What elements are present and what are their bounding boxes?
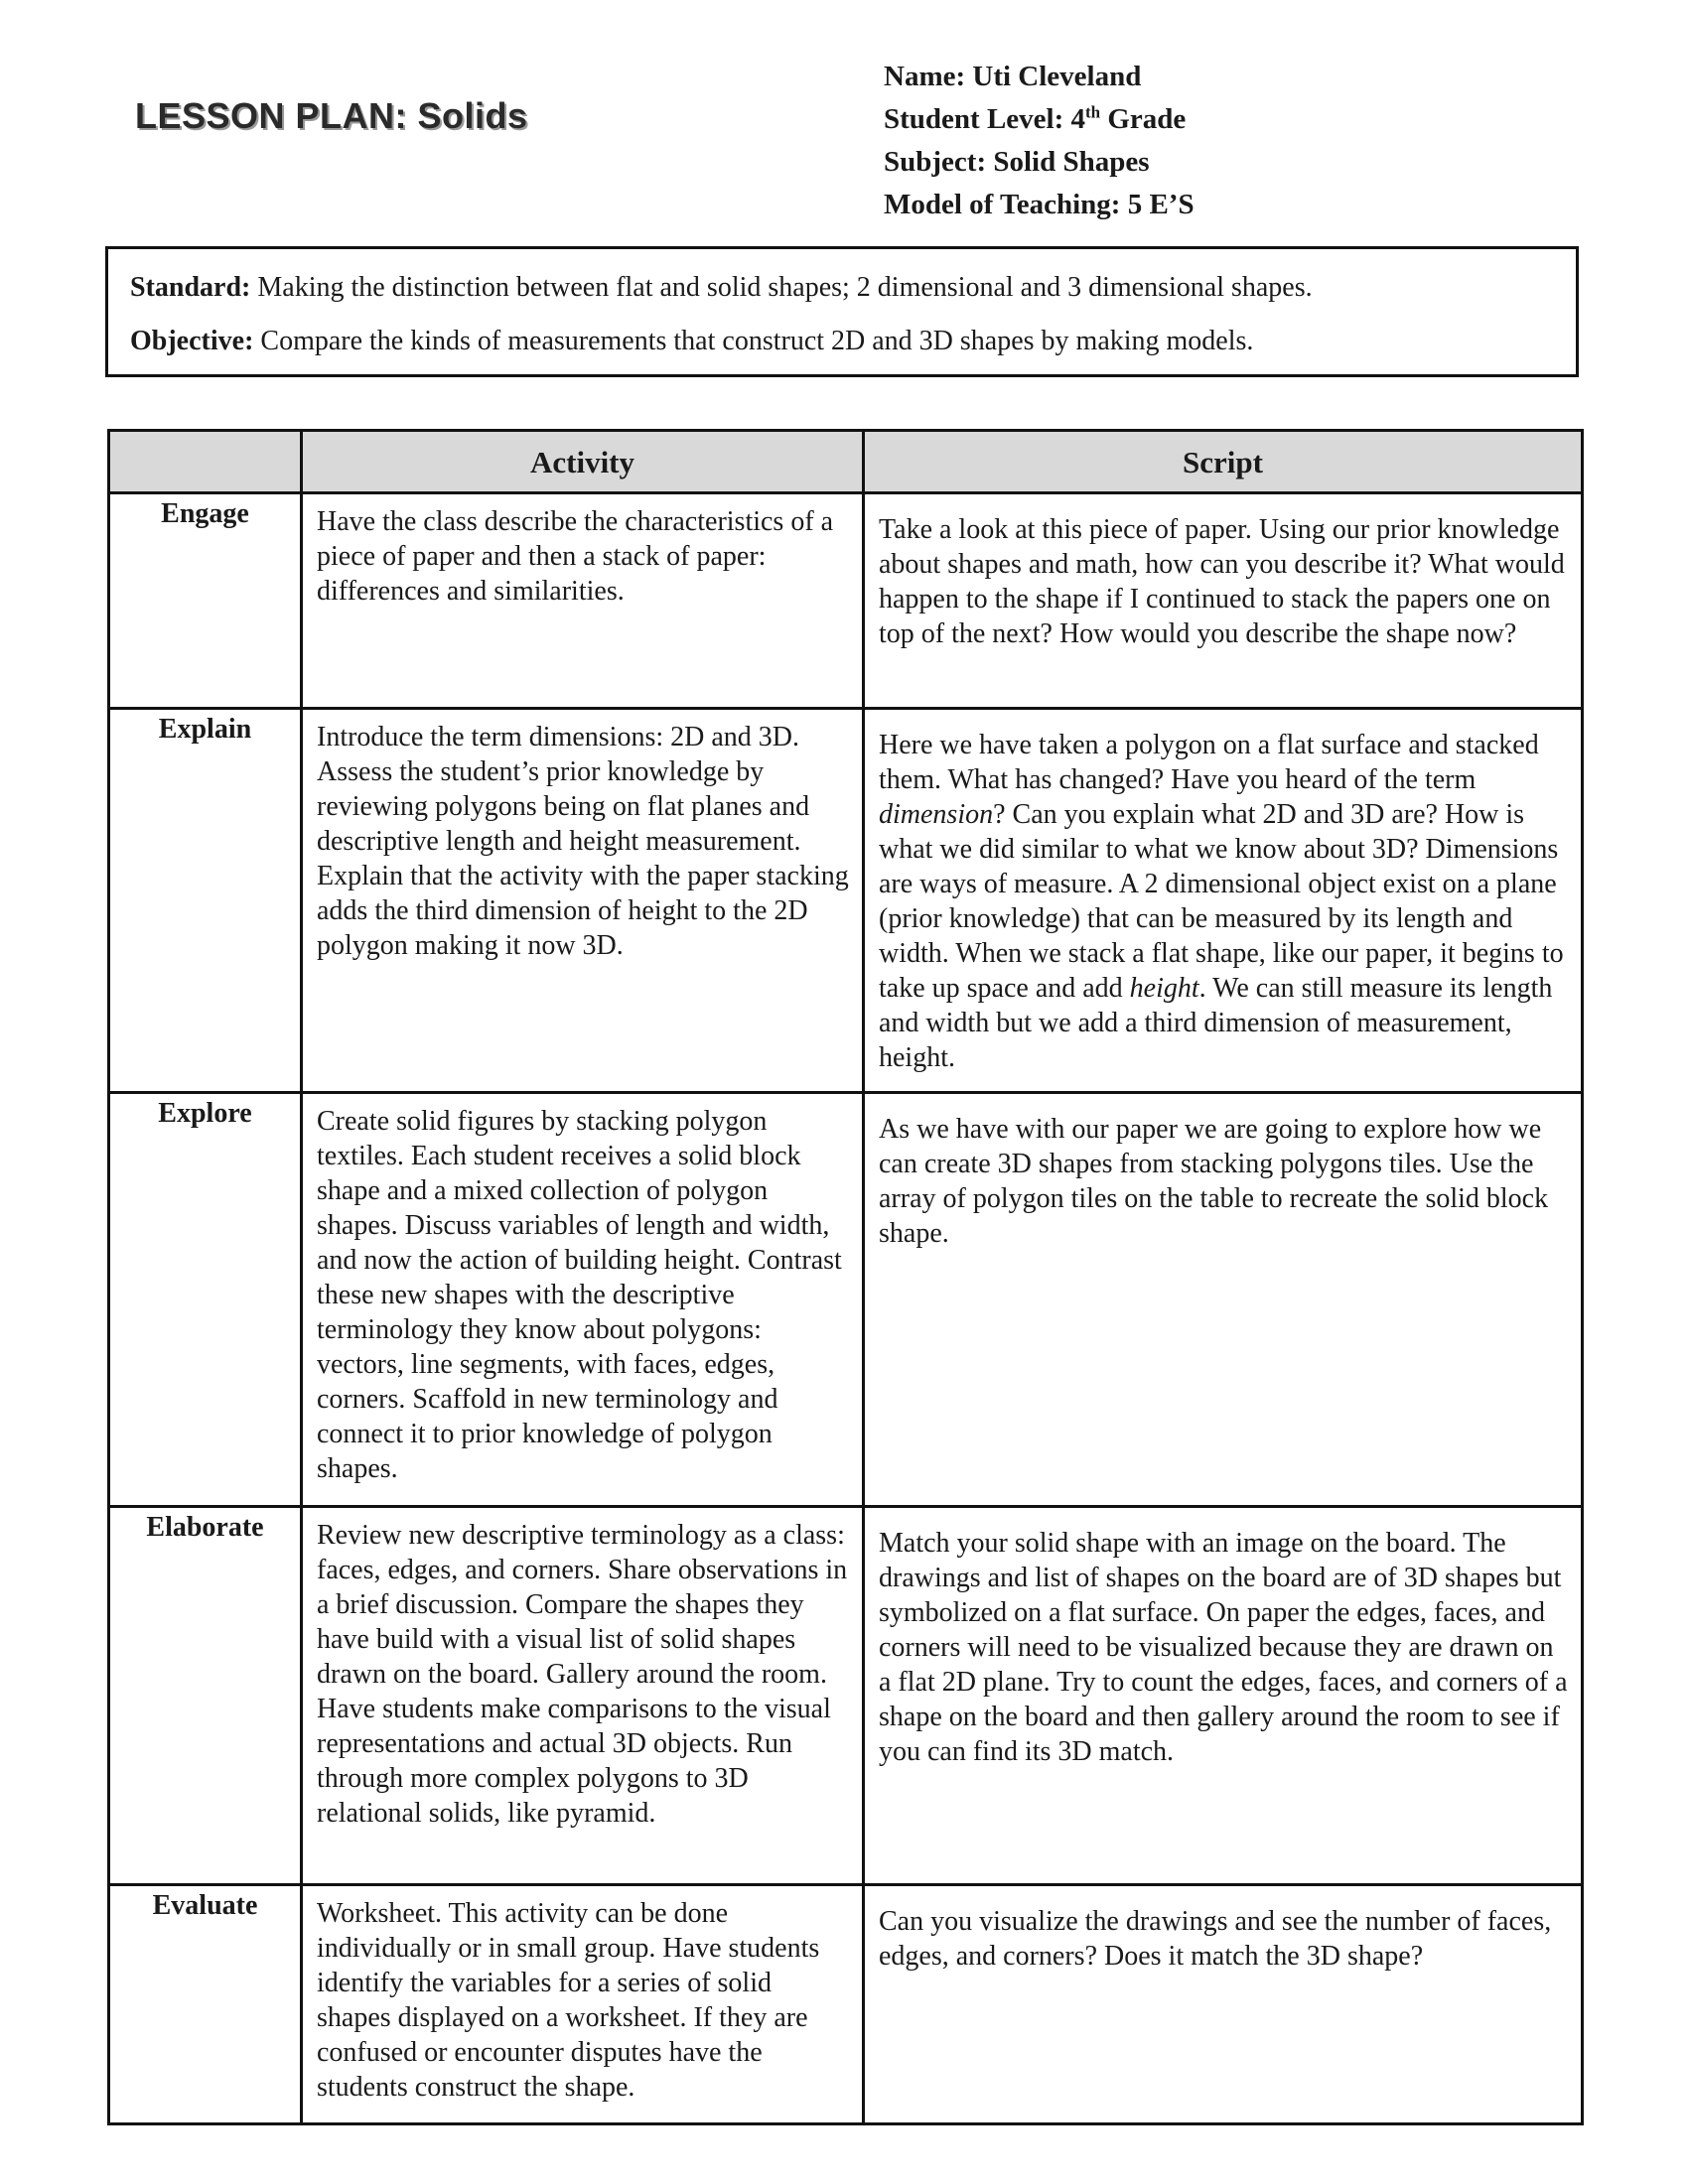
objective-label: Objective:: [130, 326, 254, 356]
script-cell: As we have with our paper we are going to explore how we can create 3D shapes from stacking polygons tiles. Use the array of polygon tiles on the table to recreate the solid block shape.: [864, 1093, 1583, 1507]
activity-cell: Review new descriptive terminology as a class: faces, edges, and corners. Share observations in a brief discussion. Compare the shapes they have build with a visual list of solid shapes drawn on the board. Gallery around the room. Have students make comparisons to the visual representations and actual 3D objects. Run through more complex polygons to 3D relational solids, like pyramid.: [302, 1507, 864, 1885]
phase-explore: Explore: [109, 1093, 302, 1507]
script-cell: Match your solid shape with an image on the board. The drawings and list of shapes on the board are of 3D shapes but symbolized on a flat surface. On paper the edges, faces, and corners will need to be visualized because they are drawn on a flat 2D plane. Try to count the edges, faces, and corners of a shape on the board and then gallery around the room to see if you can find its 3D match.: [864, 1507, 1583, 1885]
table-row: [109, 1093, 1583, 1507]
standard-label: Standard:: [130, 272, 251, 303]
table-header-row: [109, 431, 1583, 493]
activity-cell: Have the class describe the characteristics of a piece of paper and then a stack of paper: differences and similarities.: [302, 493, 864, 709]
teaching-model: Model of Teaching: 5 E’S: [884, 189, 1195, 220]
script-cell: Here we have taken a polygon on a flat surface and stacked them. What has changed? Have you heard of the term dimension? Can you explain what 2D and 3D are? How is what we did similar to what we know about 3D? Dimensions are ways of measure. A 2 dimensional object exist on a plane (prior knowledge) that can be measured by its length and width. When we stack a flat shape, like our paper, it begins to take up space and add height. We can still measure its length and width but we add a third dimension of measurement, height.: [864, 709, 1583, 1093]
standard-objective-box: [105, 246, 1579, 377]
table-row: [109, 709, 1583, 1093]
phase-explain: Explain: [109, 709, 302, 1093]
standard-line: [130, 261, 1576, 315]
script-cell: Can you visualize the drawings and see the number of faces, edges, and corners? Does it match the 3D shape?: [864, 1885, 1583, 2124]
lesson-info: [884, 56, 1195, 226]
phase-evaluate: Evaluate: [109, 1885, 302, 2124]
table-row: [109, 1507, 1583, 1885]
objective-line: [130, 315, 1576, 368]
page-title: LESSON PLAN: Solids: [135, 95, 528, 136]
standard-text: Making the distinction between flat and solid shapes; 2 dimensional and 3 dimensional shapes.: [250, 272, 1313, 303]
header-phase: [109, 431, 302, 493]
teacher-name: Name: Uti Cleveland: [884, 61, 1142, 92]
objective-text: Compare the kinds of measurements that construct 2D and 3D shapes by making models.: [253, 326, 1254, 356]
header-activity: Activity: [302, 431, 864, 493]
table-row: [109, 1885, 1583, 2124]
subject: Subject: Solid Shapes: [884, 146, 1150, 178]
phase-elaborate: Elaborate: [109, 1507, 302, 1885]
activity-cell: Create solid figures by stacking polygon textiles. Each student receives a solid block shape and a mixed collection of polygon shapes. Discuss variables of length and width, and now the action of building height. Contrast these new shapes with the descriptive terminology they know about polygons: vectors, line segments, with faces, edges, corners. Scaffold in new terminology and connect it to prior knowledge of polygon shapes.: [302, 1093, 864, 1507]
lesson-table: [107, 429, 1584, 2125]
header-script: Script: [864, 431, 1583, 493]
activity-cell: Introduce the term dimensions: 2D and 3D. Assess the student’s prior knowledge by reviewing polygons being on flat planes and descriptive length and height measurement. Explain that the activity with the paper stacking adds the third dimension of height to the 2D polygon making it now 3D.: [302, 709, 864, 1093]
student-level: Student Level: 4th Grade: [884, 102, 1187, 135]
table-row: [109, 493, 1583, 709]
script-cell: Take a look at this piece of paper. Using our prior knowledge about shapes and math, how can you describe it? What would happen to the shape if I continued to stack the papers one on top of the next? How would you describe the shape now?: [864, 493, 1583, 709]
phase-engage: Engage: [109, 493, 302, 709]
activity-cell: Worksheet. This activity can be done individually or in small group. Have students identify the variables for a series of solid shapes displayed on a worksheet. If they are confused or encounter disputes have the students construct the shape.: [302, 1885, 864, 2124]
